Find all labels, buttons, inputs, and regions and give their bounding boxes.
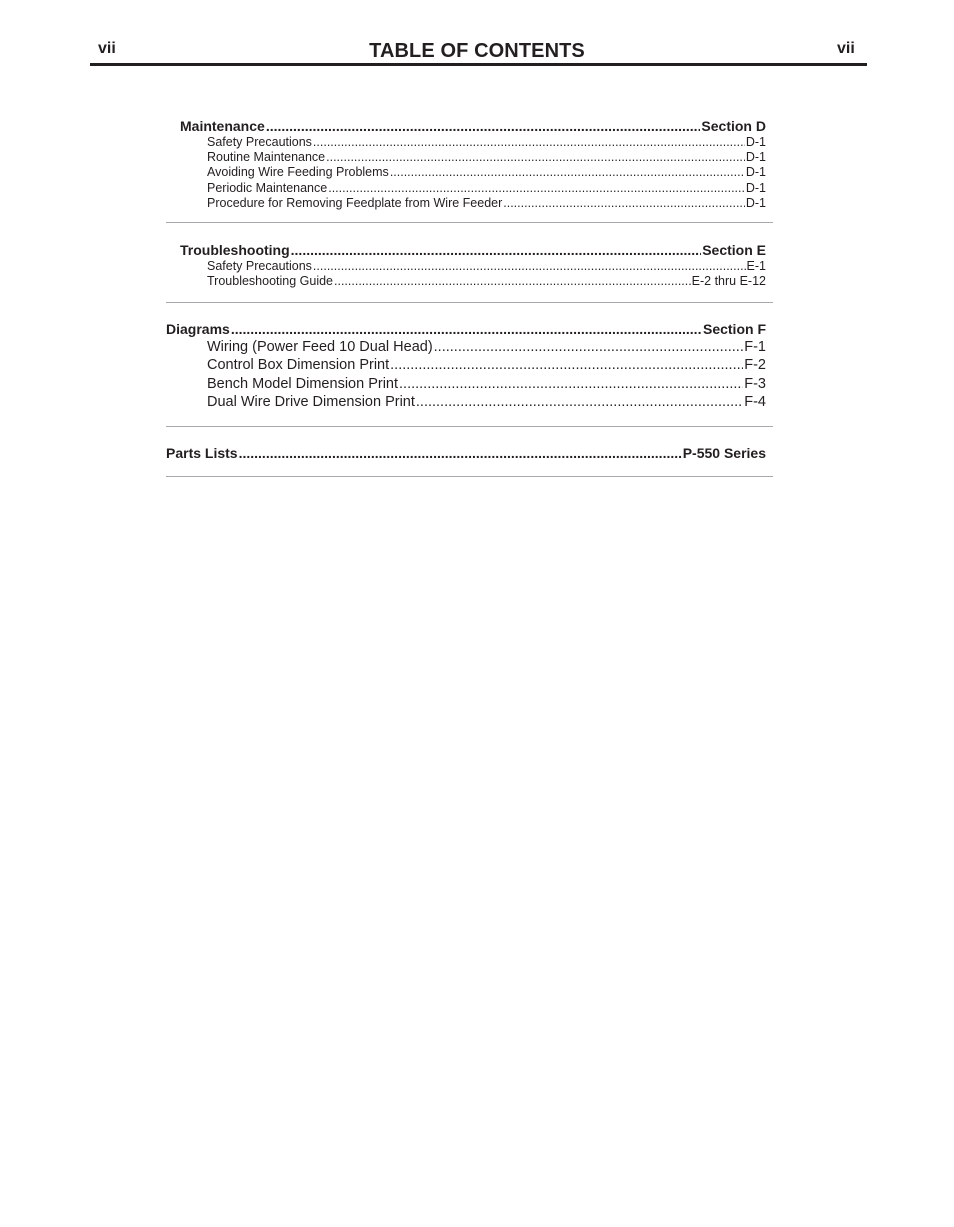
dot-leader bbox=[313, 259, 746, 274]
toc-section-parts-lists bbox=[166, 444, 773, 462]
toc-entry[interactable] bbox=[166, 338, 773, 356]
toc-entry-label: Wiring (Power Feed 10 Dual Head) bbox=[207, 339, 433, 355]
section-divider bbox=[166, 426, 773, 427]
toc-heading-diagrams[interactable] bbox=[166, 320, 773, 338]
page-title: TABLE OF CONTENTS bbox=[369, 40, 585, 62]
toc-entry[interactable] bbox=[166, 181, 773, 196]
toc-entry-label: Control Box Dimension Print bbox=[207, 357, 390, 374]
toc-entry[interactable] bbox=[166, 259, 773, 274]
toc-entry-label: Bench Model Dimension Print bbox=[207, 375, 399, 392]
toc-section-maintenance bbox=[166, 117, 773, 211]
toc-entry-page: D-1 bbox=[745, 195, 766, 210]
toc-entry-page: E-2 thru E-12 bbox=[691, 274, 766, 289]
toc-heading-label: Maintenance bbox=[180, 118, 265, 134]
toc-heading-maintenance[interactable] bbox=[166, 117, 773, 135]
dot-leader bbox=[434, 338, 744, 356]
dot-leader bbox=[328, 181, 745, 196]
dot-leader bbox=[231, 320, 702, 338]
dot-leader bbox=[390, 165, 745, 180]
toc-entry-label: Avoiding Wire Feeding Problems bbox=[207, 165, 389, 180]
toc-heading-page: Section F bbox=[702, 321, 766, 337]
toc-heading-troubleshooting[interactable] bbox=[166, 241, 773, 259]
toc-entry[interactable] bbox=[166, 135, 773, 150]
page-number-right: vii bbox=[837, 40, 855, 57]
dot-leader bbox=[334, 274, 691, 289]
toc-section-diagrams bbox=[166, 320, 773, 411]
dot-leader bbox=[399, 375, 743, 393]
toc-entry-label: Safety Precautions bbox=[207, 135, 312, 149]
page-number-left: vii bbox=[98, 40, 116, 57]
toc-entry-page: D-1 bbox=[745, 180, 766, 195]
toc-heading-page: P-550 Series bbox=[682, 445, 766, 461]
toc-entry-label: Procedure for Removing Feedplate from Wire Feeder bbox=[207, 195, 503, 210]
toc-heading-parts-lists[interactable] bbox=[166, 444, 773, 462]
toc-heading-page: Section E bbox=[702, 242, 766, 258]
toc-entry-label: Troubleshooting Guide bbox=[207, 274, 334, 289]
toc-entry-page: F-4 bbox=[744, 393, 766, 410]
toc-entry-page: D-1 bbox=[745, 165, 766, 180]
dot-leader bbox=[503, 196, 745, 211]
toc-section-troubleshooting bbox=[166, 241, 773, 289]
section-divider bbox=[166, 222, 773, 223]
dot-leader bbox=[291, 241, 702, 259]
dot-leader bbox=[390, 356, 743, 374]
toc-heading-page: Section D bbox=[701, 118, 766, 134]
toc-entry[interactable] bbox=[166, 165, 773, 180]
toc-entry[interactable] bbox=[166, 393, 773, 411]
header-rule bbox=[90, 63, 867, 66]
toc-entry-label: Safety Precautions bbox=[207, 259, 312, 273]
section-divider bbox=[166, 302, 773, 303]
section-divider bbox=[166, 476, 773, 477]
toc-entry[interactable] bbox=[166, 356, 773, 374]
toc-entry-page: F-3 bbox=[744, 375, 766, 392]
toc-entry-page: E-1 bbox=[746, 259, 766, 273]
toc-heading-label: Diagrams bbox=[166, 321, 230, 337]
dot-leader bbox=[266, 117, 701, 135]
dot-leader bbox=[313, 135, 745, 150]
toc-entry-page: F-2 bbox=[744, 357, 766, 374]
toc-entry-label: Routine Maintenance bbox=[207, 150, 326, 165]
toc-entry[interactable] bbox=[166, 274, 773, 289]
toc-entry-label: Dual Wire Drive Dimension Print bbox=[207, 393, 415, 410]
toc-entry-page: D-1 bbox=[745, 150, 766, 165]
dot-leader bbox=[326, 150, 745, 165]
toc-entry-page: D-1 bbox=[745, 135, 766, 149]
toc-heading-label: Troubleshooting bbox=[180, 242, 290, 258]
toc-heading-label: Parts Lists bbox=[166, 445, 238, 461]
toc-entry[interactable] bbox=[166, 375, 773, 393]
toc-entry[interactable] bbox=[166, 196, 773, 211]
toc-entry-label: Periodic Maintenance bbox=[207, 180, 328, 195]
dot-leader bbox=[239, 444, 682, 462]
toc-entry-page: F-1 bbox=[744, 339, 766, 355]
toc-entry[interactable] bbox=[166, 150, 773, 165]
dot-leader bbox=[416, 393, 743, 411]
